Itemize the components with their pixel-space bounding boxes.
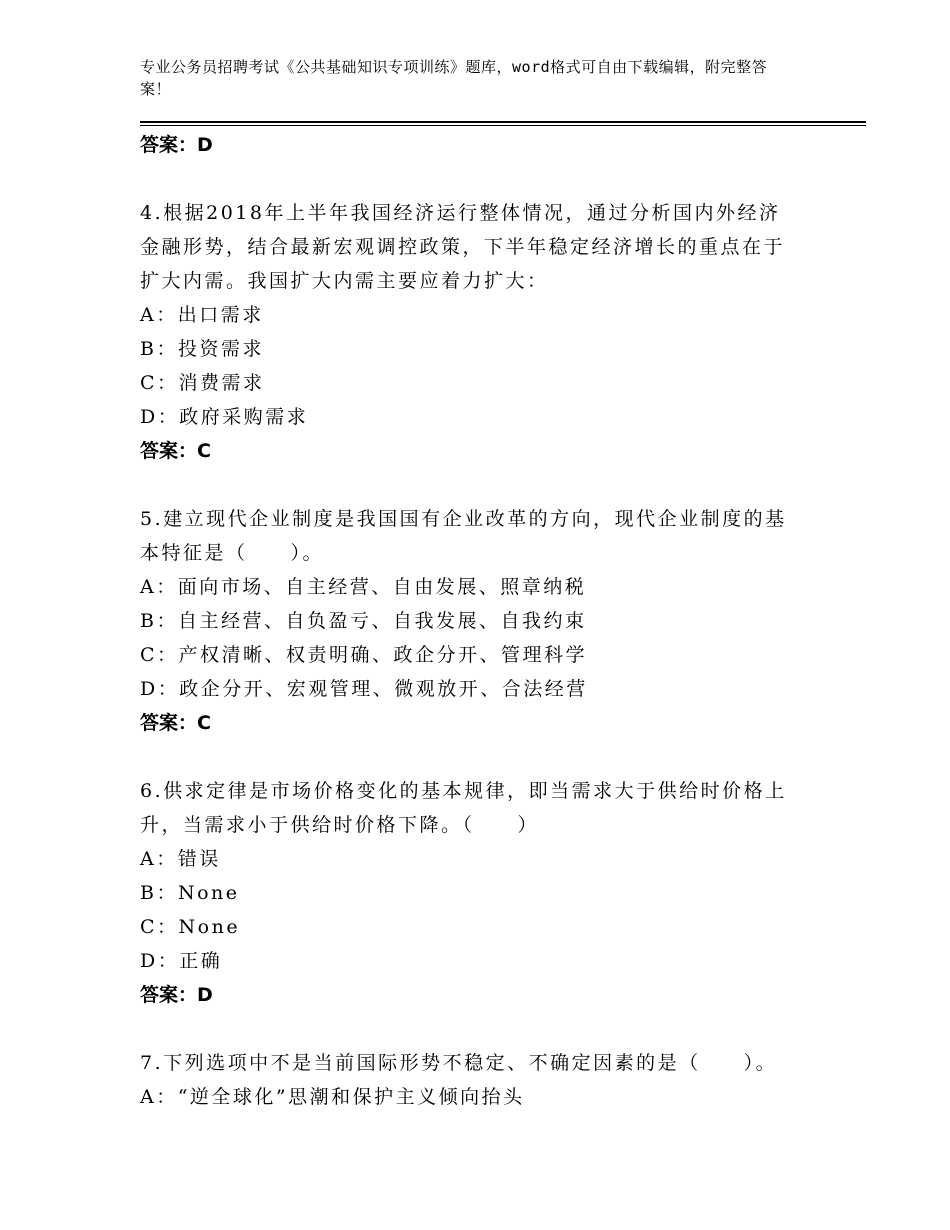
answer-6: 答案：D: [140, 984, 213, 1006]
question-4-option-c: C：消费需求: [140, 372, 265, 394]
answer-4: 答案：C: [140, 440, 211, 462]
question-7-text: 7.下列选项中不是当前国际形势不稳定、不确定因素的是（ ）。: [140, 1052, 778, 1074]
question-5-option-a: A：面向市场、自主经营、自由发展、照章纳税: [140, 576, 587, 598]
question-5-text: 5.建立现代企业制度是我国国有企业改革的方向，现代企业制度的基本特征是（ ）。: [140, 508, 787, 564]
question-5-option-c: C：产权清晰、权责明确、政企分开、管理科学: [140, 644, 588, 666]
spacer: [140, 1012, 800, 1046]
document-header: 专业公务员招聘考试《公共基础知识专项训练》题库，word格式可自由下载编辑，附完整答案！: [140, 58, 768, 98]
question-6: [140, 774, 800, 1012]
question-6-option-b: B：None: [140, 882, 240, 904]
header-rule-thin: [140, 125, 866, 126]
question-5: [140, 502, 800, 740]
question-5-option-b: B：自主经营、自负盈亏、自我发展、自我约束: [140, 610, 587, 632]
header-rule-thick: [140, 121, 866, 123]
answer-5: 答案：C: [140, 712, 211, 734]
spacer: [140, 468, 800, 502]
question-4: [140, 196, 800, 468]
question-7-option-a: A：“逆全球化”思潮和保护主义倾向抬头: [140, 1086, 525, 1108]
spacer: [140, 162, 800, 196]
question-4-option-d: D：政府采购需求: [140, 406, 309, 428]
answer-3: 答案：D: [140, 134, 213, 156]
question-6-text: 6.供求定律是市场价格变化的基本规律，即当需求大于供给时价格上升，当需求小于供给时价格下降。（ ）: [140, 780, 787, 836]
question-7: [140, 1046, 800, 1114]
question-5-option-d: D：政企分开、宏观管理、微观放开、合法经营: [140, 678, 588, 700]
question-6-option-c: C：None: [140, 916, 241, 938]
question-4-option-b: B：投资需求: [140, 338, 264, 360]
spacer: [140, 740, 800, 774]
question-4-option-a: A：出口需求: [140, 304, 264, 326]
question-6-option-a: A：错误: [140, 848, 221, 870]
question-6-option-d: D：正确: [140, 950, 223, 972]
question-list: [140, 128, 800, 1114]
question-4-text: 4.根据2018年上半年我国经济运行整体情况，通过分析国内外经济金融形势，结合最新宏观调控政策，下半年稳定经济增长的重点在于扩大内需。我国扩大内需主要应着力扩大：: [140, 202, 786, 292]
